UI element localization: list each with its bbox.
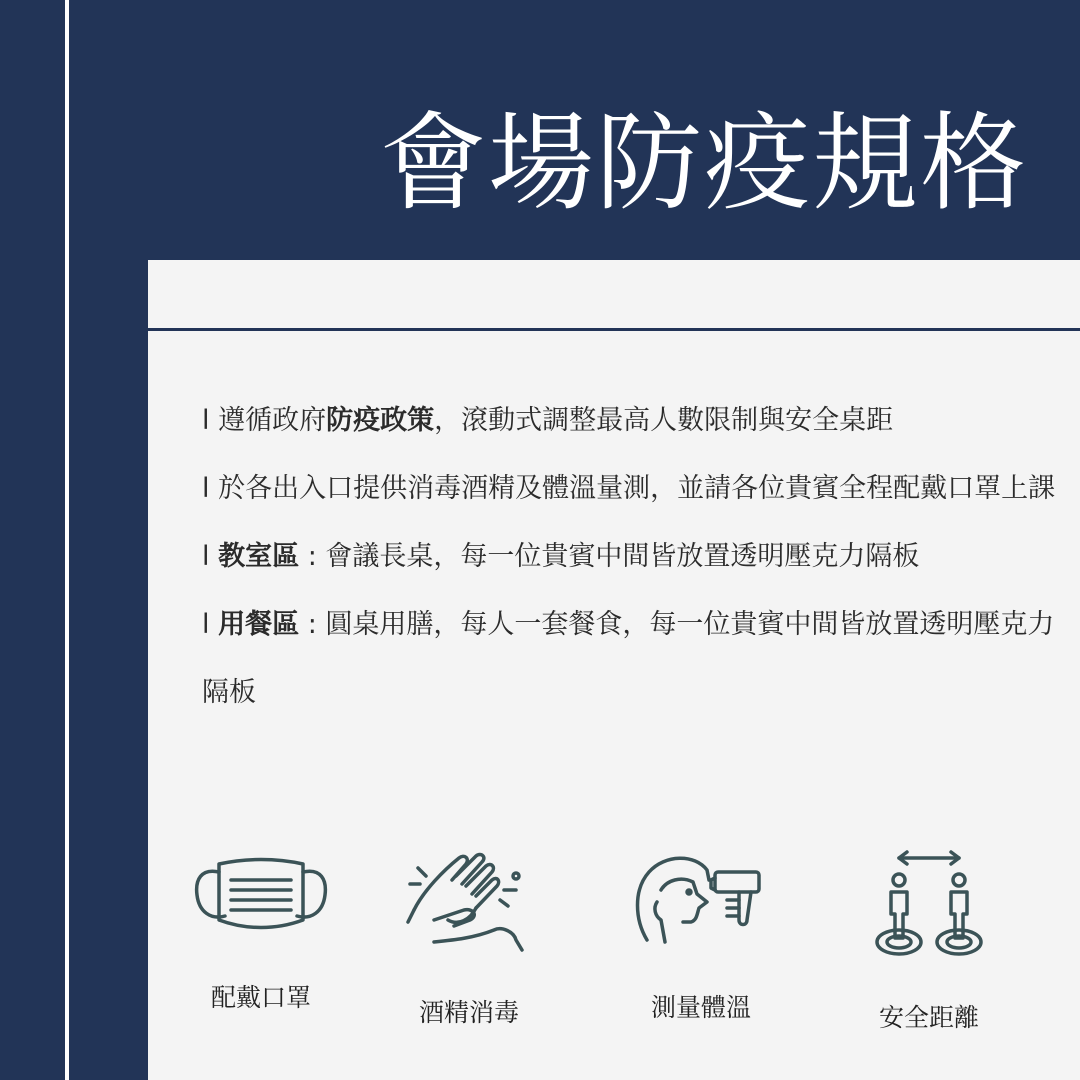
decorative-vertical-line (65, 0, 69, 1080)
rule-text: 遵循政府 (218, 405, 327, 436)
divider (148, 328, 1080, 331)
icon-item-distance (844, 850, 1014, 1034)
icon-item-mask (176, 850, 346, 1014)
bullet: l (202, 473, 210, 504)
rule-emphasis: 防疫政策 (326, 405, 435, 436)
icon-item-sanitize (384, 850, 554, 1029)
icon-item-thermometer (616, 850, 786, 1024)
rule-emphasis: 用餐區 (218, 609, 300, 640)
bullet: l (202, 405, 210, 436)
rule-item (202, 387, 1062, 455)
rule-text: : 圓桌用膳，每人一套餐食，每一位貴賓中間皆放置透明壓克力隔板 (202, 609, 1055, 708)
rule-text: : 會議長桌，每一位貴賓中間皆放置透明壓克力隔板 (299, 541, 920, 572)
thermometer-icon (631, 850, 771, 950)
page-title: 會場防疫規格 (380, 102, 1028, 225)
rule-emphasis: 教室區 (218, 541, 300, 572)
rule-item (202, 591, 1062, 727)
rule-text: ，滾動式調整最高人數限制與安全桌距 (434, 405, 894, 436)
icon-label: 測量體溫 (650, 993, 751, 1022)
bullet: l (202, 609, 210, 640)
icon-row (148, 850, 1080, 1050)
rule-text: 於各出入口提供消毒酒精及體溫量測，並請各位貴賓全程配戴口罩上課 (218, 473, 1056, 504)
content-panel (148, 260, 1080, 1080)
rule-item (202, 523, 1062, 591)
rule-item (202, 455, 1062, 523)
icon-label: 安全距離 (878, 1003, 979, 1032)
icon-label: 酒精消毒 (418, 998, 519, 1027)
hand-sanitize-icon (404, 850, 534, 955)
rules-list (202, 387, 1062, 727)
mask-icon (191, 850, 331, 940)
social-distance-icon (869, 850, 989, 960)
icon-label: 配戴口罩 (210, 983, 311, 1012)
bullet: l (202, 541, 210, 572)
